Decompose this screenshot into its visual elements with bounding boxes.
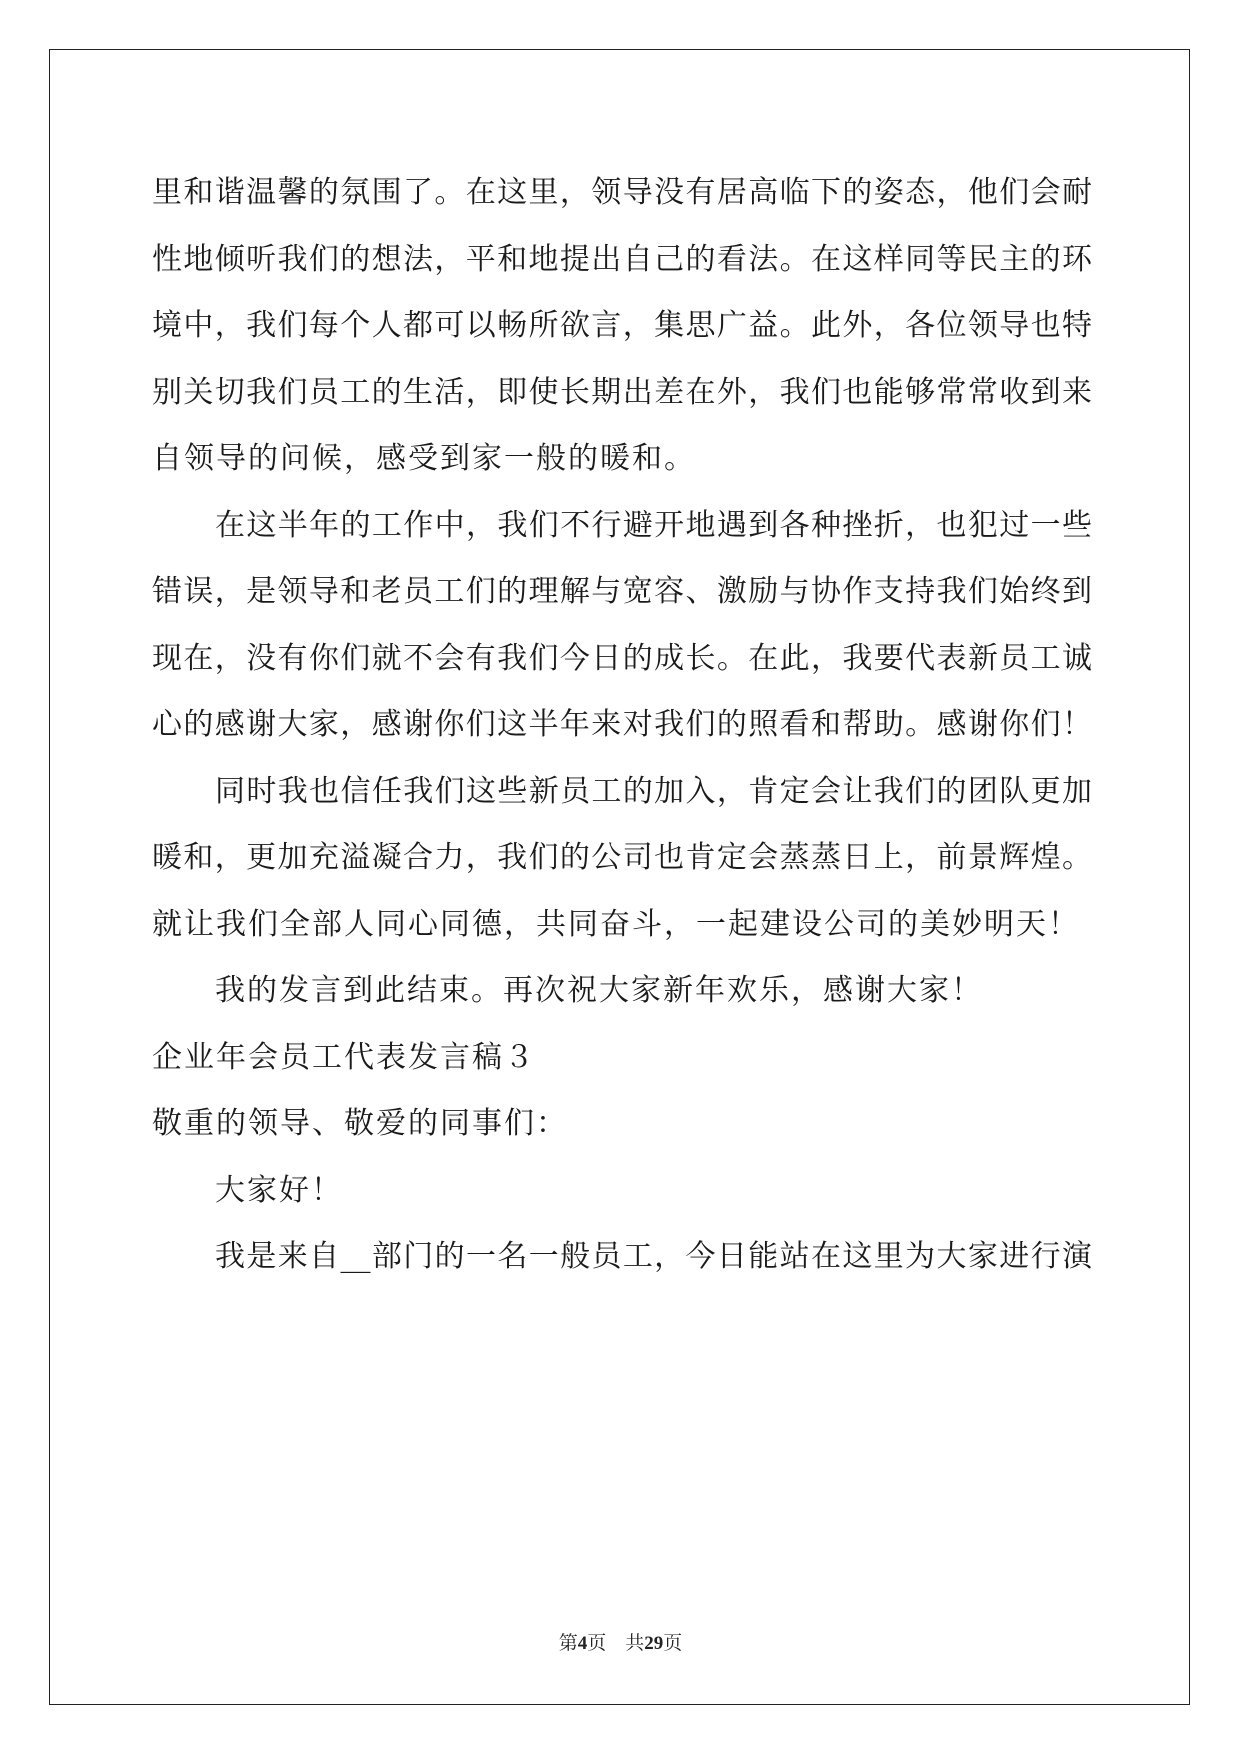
text-line: 心的感谢大家，感谢你们这半年来对我们的照看和帮助。感谢你们！ xyxy=(152,707,1092,742)
text-line: 性地倾听我们的想法，平和地提出自己的看法。在这样同等民主的环 xyxy=(152,241,1092,277)
text-line: 境中，我们每个人都可以畅所欲言，集思广益。此外，各位领导也特 xyxy=(152,308,1092,343)
text-line: 同时我也信任我们这些新员工的加入，肯定会让我们的团队更加 xyxy=(215,773,1092,809)
text-lines xyxy=(152,160,1092,1291)
footer-page-number: 4 xyxy=(577,1633,588,1654)
footer-page-suffix: 页 xyxy=(587,1633,607,1654)
text-line: 在这半年的工作中，我们不行避开地遇到各种挫折，也犯过一些 xyxy=(215,507,1092,543)
text-line: 我的发言到此结束。再次祝大家新年欢乐，感谢大家！ xyxy=(215,973,983,1008)
footer-total-pages: 29 xyxy=(644,1633,664,1654)
text-line: 敬重的领导、敬爱的同事们： xyxy=(152,1106,568,1141)
text-line: 别关切我们员工的生活，即使长期出差在外，我们也能够常常收到来 xyxy=(152,374,1092,410)
text-line: 里和谐温馨的氛围了。在这里，领导没有居高临下的姿态，他们会耐 xyxy=(152,175,1092,210)
text-line: 大家好！ xyxy=(215,1172,343,1208)
text-line: 企业年会员工代表发言稿３ xyxy=(152,1039,536,1075)
footer-total-prefix: 共 xyxy=(625,1633,645,1654)
text-line: 错误，是领导和老员工们的理解与宽容、激励与协作支持我们始终到 xyxy=(152,574,1092,609)
text-line: 就让我们全部人同心同德，共同奋斗，一起建设公司的美妙明天！ xyxy=(152,906,1080,942)
text-line: 现在，没有你们就不会有我们今日的成长。在此，我要代表新员工诚 xyxy=(152,640,1092,676)
text-line: 暖和，更加充溢凝合力，我们的公司也肯定会蒸蒸日上，前景辉煌。 xyxy=(152,840,1092,875)
text-line: 我是来自__部门的一名一般员工，今日能站在这里为大家进行演 xyxy=(215,1239,1092,1274)
footer-page-prefix: 第 xyxy=(558,1633,578,1654)
document-body xyxy=(152,160,1092,1291)
page-footer xyxy=(0,1628,1241,1655)
text-line: 自领导的问候，感受到家一般的暖和。 xyxy=(152,441,696,476)
footer-total-suffix: 页 xyxy=(663,1633,683,1654)
